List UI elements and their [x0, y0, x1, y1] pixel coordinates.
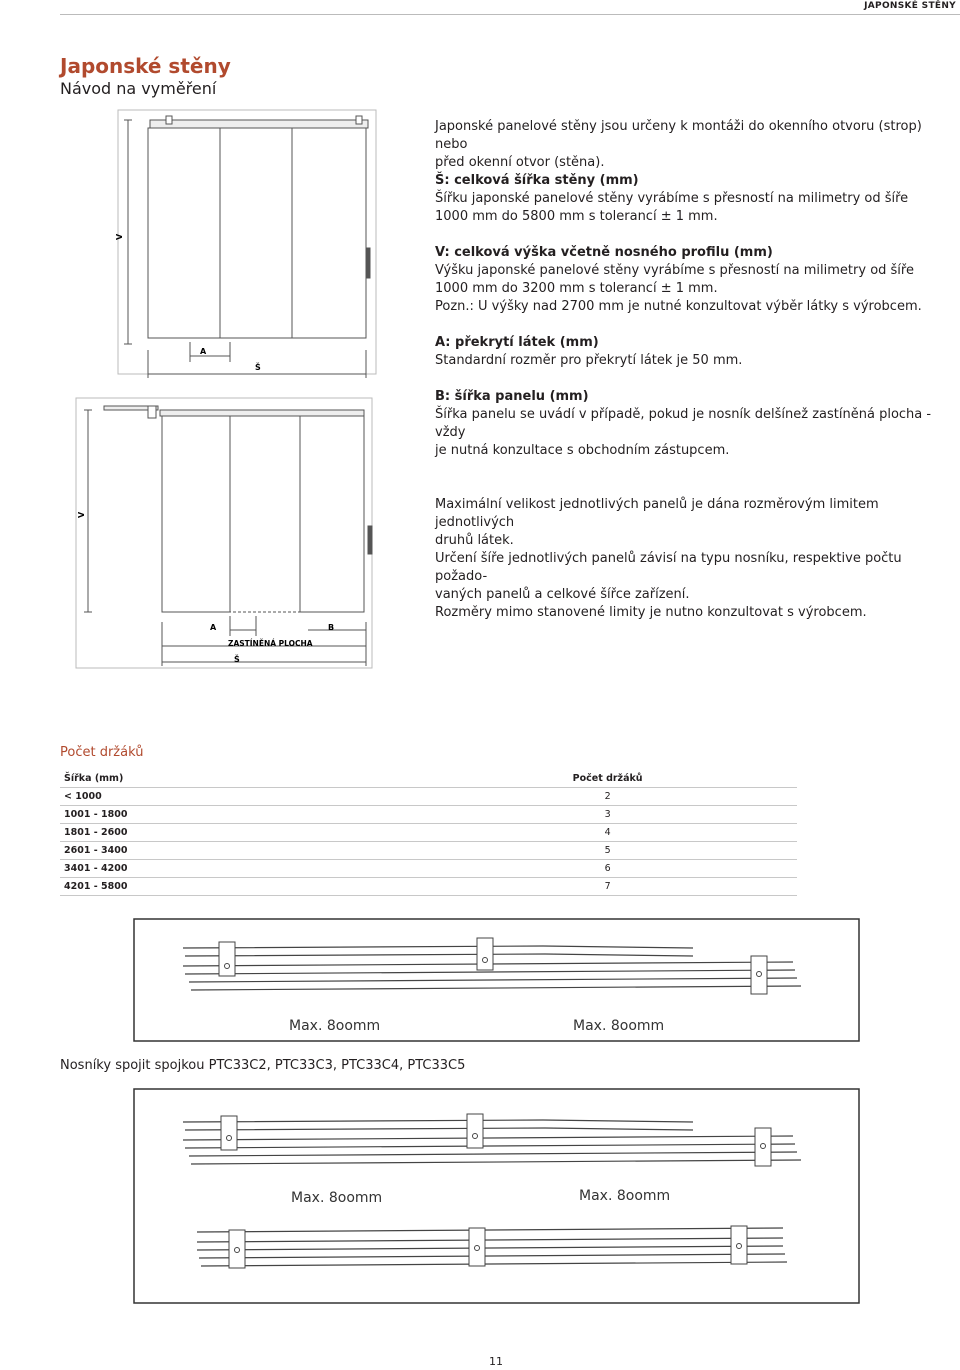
rail-holder-figure-2 — [133, 1088, 860, 1304]
v-note: Pozn.: U výšky nad 2700 mm je nutné konzultovat výběr látky s výrobcem. — [435, 299, 922, 314]
max-distance-label-right: Max. 8oomm — [579, 1188, 671, 1204]
page-subtitle: Návod na vyměření — [60, 79, 217, 98]
column-header: Počet držáků — [422, 770, 797, 788]
label-shaded-area: ZASTÍNĚNÁ PLOCHA — [228, 639, 313, 648]
s-section: Š: celková šířka stěny (mm) Šířku japonské panelové stěny vyrábíme s přesností na milimetry od šíře 1000 mm do 5800 mm s tolerancí ± 1 mm. — [435, 172, 935, 226]
table-row: 1801 - 2600 4 — [60, 824, 797, 842]
wall-mount-diagram — [70, 398, 380, 673]
b-section: B: šířka panelu (mm) Šířka panelu se uvádí v případě, pokud je nosník delšínež zastíněná plocha - vždy je nutná konzultace s obchodním zástupcem. — [435, 388, 935, 460]
page-title: Japonské stěny — [60, 54, 231, 78]
max-distance-label-right: Max. 8oomm — [573, 1018, 665, 1034]
running-title: JAPONSKÉ STĚNY — [864, 1, 956, 11]
holders-section-title: Počet držáků — [60, 745, 144, 760]
intro-paragraph: Japonské panelové stěny jsou určeny k montáži do okenního otvoru (strop) nebo před okenní otvor (stěna). — [435, 119, 922, 170]
page-number: 11 — [489, 1355, 503, 1368]
label-v: V — [77, 511, 86, 518]
ceiling-mount-diagram — [110, 110, 390, 380]
label-v: V — [115, 233, 124, 240]
panel-width-paragraph: Určení šíře jednotlivých panelů závisí na typu nosníku, respektive počtu požado- vaných panelů a celkové šířce zařízení. — [435, 551, 902, 602]
table-row: 2601 - 3400 5 — [60, 842, 797, 860]
a-section: A: překrytí látek (mm) Standardní rozměr pro překrytí látek je 50 mm. — [435, 334, 935, 370]
max-distance-label-left: Max. 8oomm — [291, 1190, 383, 1206]
v-heading: V: celková výška včetně nosného profilu (mm) — [435, 245, 773, 260]
label-a: A — [200, 347, 207, 356]
table-row: 4201 - 5800 7 — [60, 878, 797, 896]
rail-holder-figure-1 — [133, 918, 860, 1042]
column-header: Šířka (mm) — [60, 770, 422, 788]
table-header-row — [60, 770, 797, 788]
table-row: 3401 - 4200 6 — [60, 860, 797, 878]
connector-caption: Nosníky spojit spojkou PTC33C2, PTC33C3, PTC33C4, PTC33C5 — [60, 1058, 466, 1073]
v-section: V: celková výška včetně nosného profilu (mm) Výšku japonské panelové stěny vyrábíme s přesností na milimetry od šíře 1000 mm do 3200 mm s tolerancí ± 1 mm. Pozn.: U výšky nad 2700 mm je nutné konzultovat výběr látky s výrobcem. — [435, 244, 935, 316]
max-distance-label-left: Max. 8oomm — [289, 1018, 381, 1034]
label-s: Š — [255, 363, 261, 372]
a-heading: A: překrytí látek (mm) — [435, 335, 599, 350]
table-row: 1001 - 1800 3 — [60, 806, 797, 824]
b-heading: B: šířka panelu (mm) — [435, 389, 589, 404]
max-size-paragraph: Maximální velikost jednotlivých panelů je dána rozměrovým limitem jednotlivých druhů látek. — [435, 497, 879, 548]
label-b: B — [328, 623, 335, 632]
label-a: A — [210, 623, 217, 632]
holders-table — [60, 770, 797, 896]
s-heading: Š: celková šířka stěny (mm) — [435, 173, 639, 188]
limits-paragraph: Rozměry mimo stanovené limity je nutno konzultovat s výrobcem. — [435, 605, 867, 620]
label-s: Š — [234, 655, 240, 664]
header-rule — [60, 14, 960, 15]
table-row: < 1000 2 — [60, 788, 797, 806]
